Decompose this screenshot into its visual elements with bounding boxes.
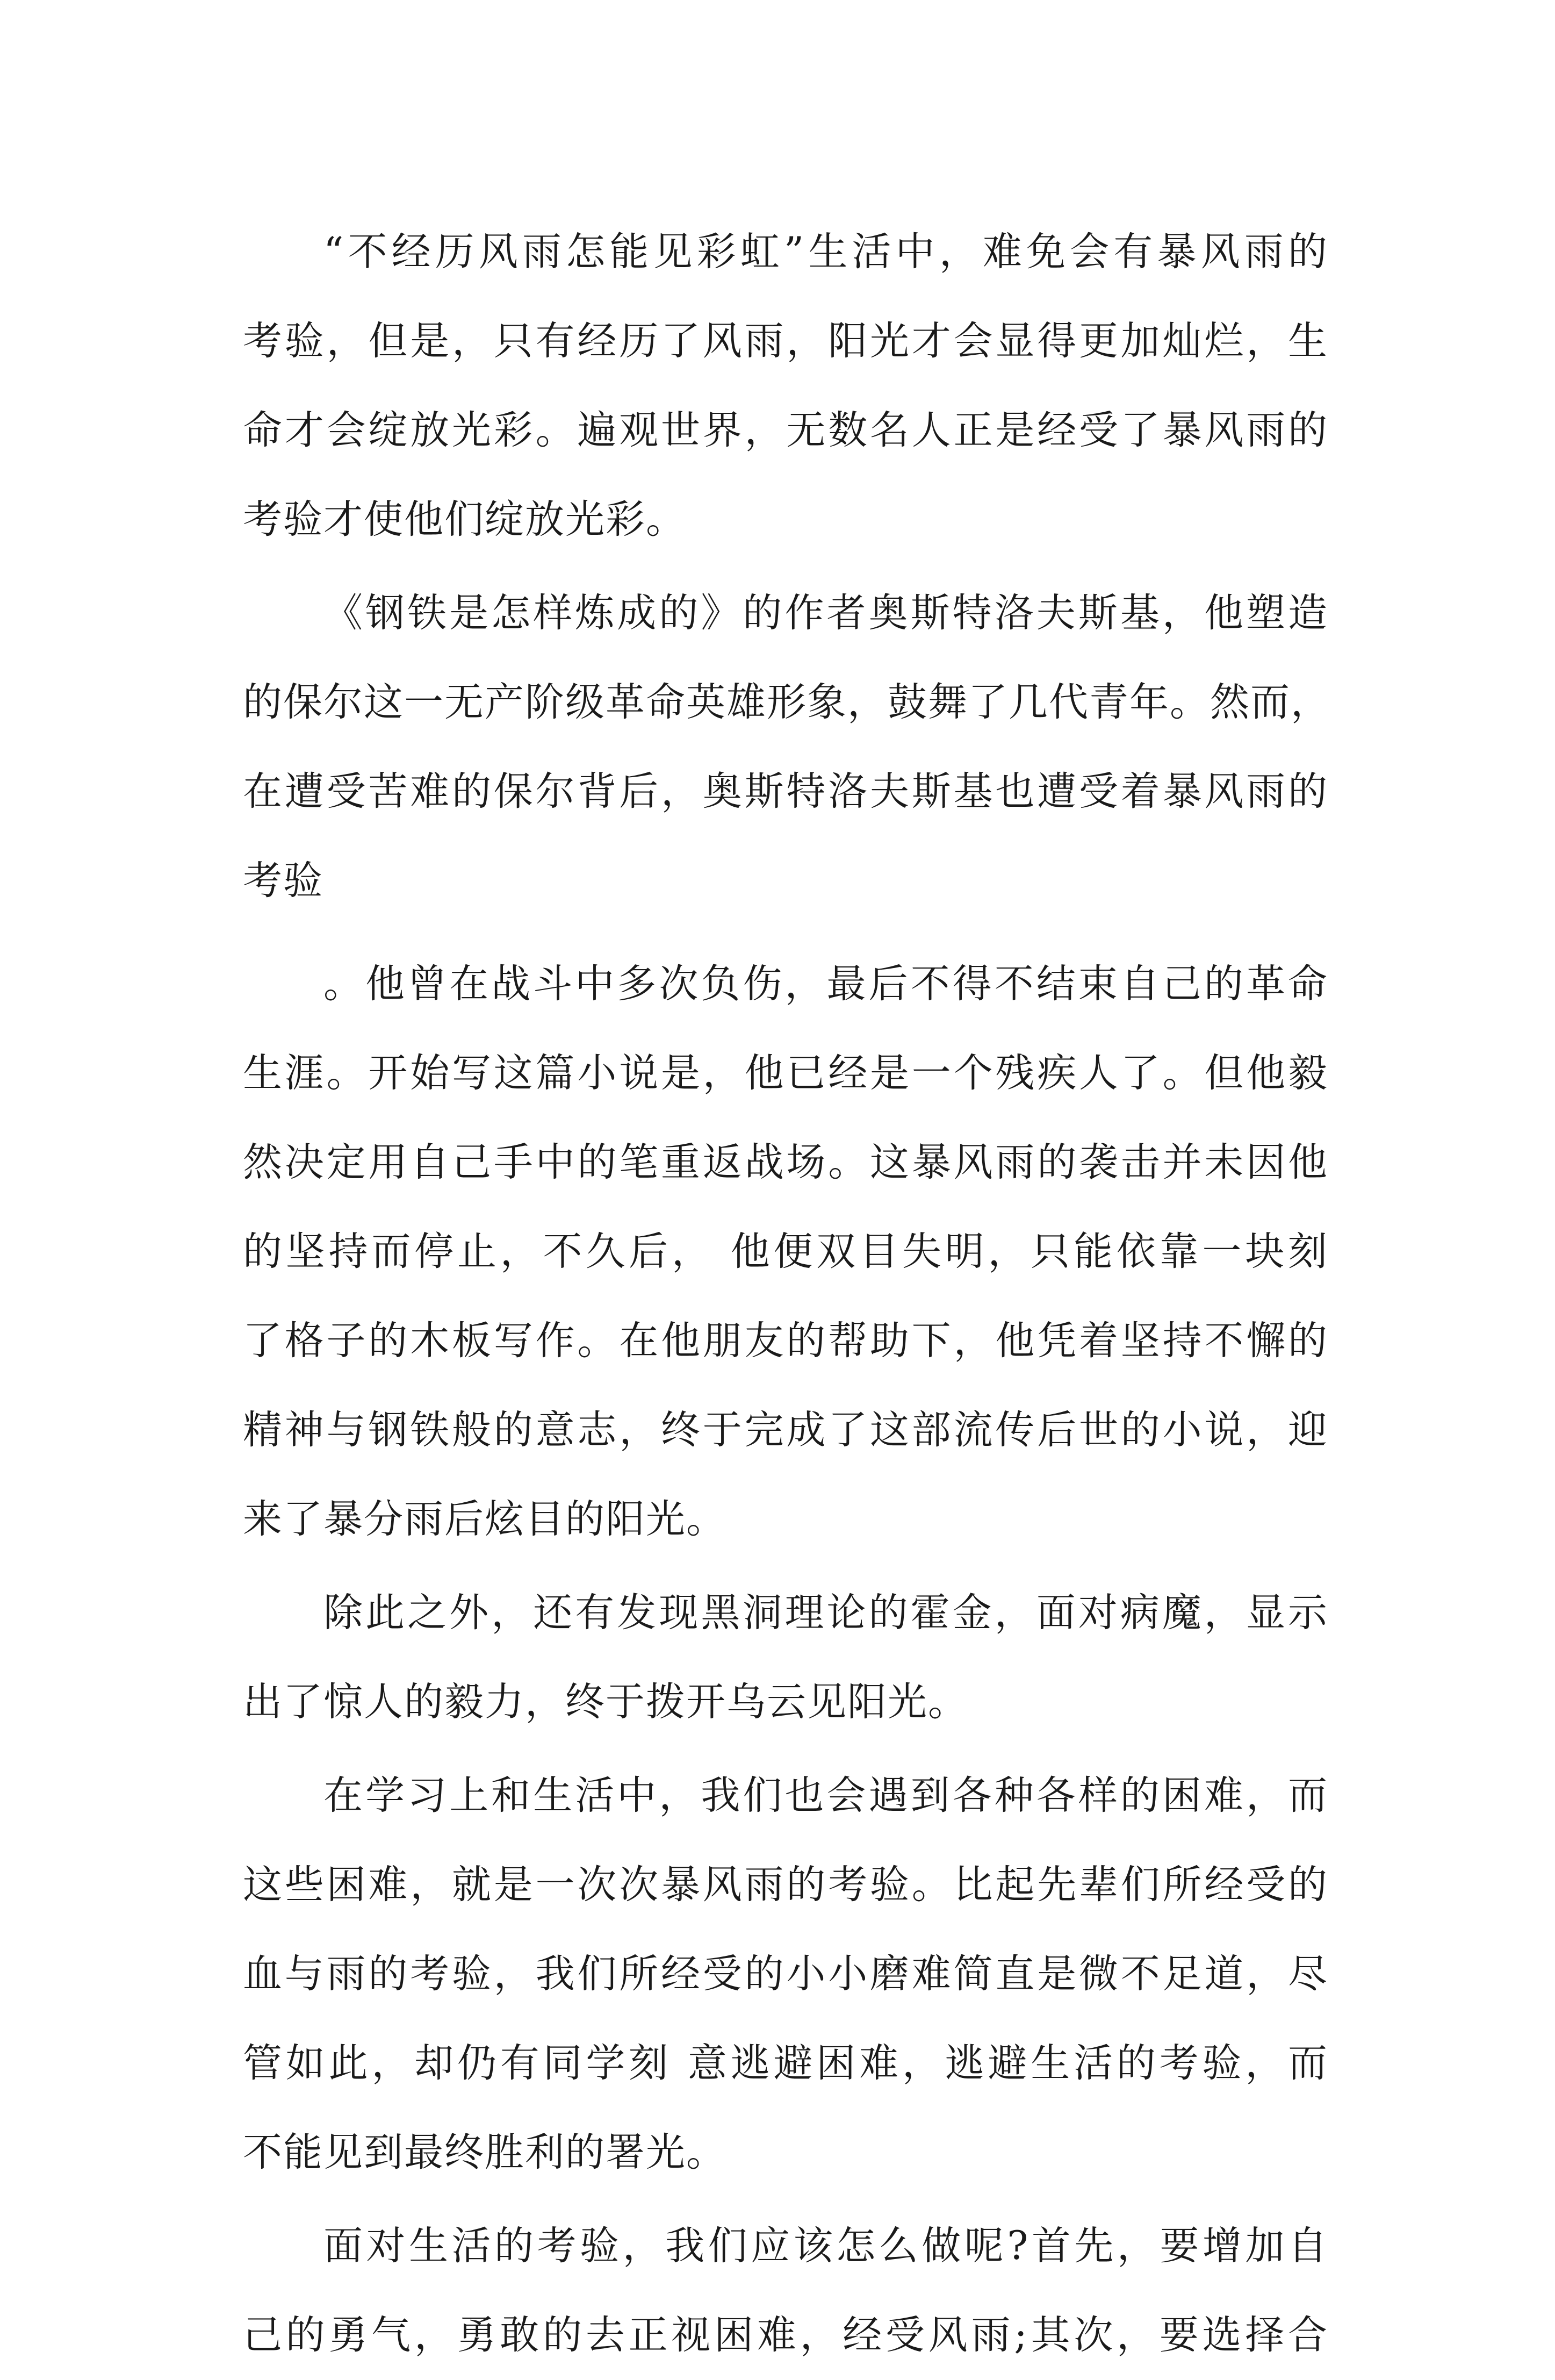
text-line: 面对生活的考验，我们应该怎么做呢?首先，要增加自 <box>323 2223 1328 2269</box>
text-line: 这些困难，就是一次次暴风雨的考验。比起先辈们所经受的 <box>243 1862 1328 1908</box>
text-line: 除此之外，还有发现黑洞理论的霍金，面对病魔，显示 <box>323 1590 1328 1636</box>
text-line: 精神与钢铁般的意志，终于完成了这部流传后世的小说，迎 <box>243 1407 1328 1453</box>
text-line: 考验 <box>243 858 323 904</box>
text-line: 考验，但是，只有经历了风雨，阳光才会显得更加灿烂，生 <box>243 318 1328 364</box>
text-line: 来了暴分雨后炫目的阳光。 <box>243 1496 726 1542</box>
text-line: 在学习上和生活中，我们也会遇到各种各样的困难，而 <box>323 1773 1328 1818</box>
text-line: “不经历风雨怎能见彩虹”生活中，难免会有暴风雨的 <box>323 229 1328 275</box>
text-line: 在遭受苦难的保尔背后，奥斯特洛夫斯基也遭受着暴风雨的 <box>243 769 1328 814</box>
text-line: 。他曾在战斗中多次负伤，最后不得不结束自己的革命 <box>323 961 1328 1007</box>
text-line: 命才会绽放光彩。遍观世界，无数名人正是经受了暴风雨的 <box>243 407 1328 453</box>
text-line: 的坚持而停止，不久后， 他便双目失明，只能依靠一块刻 <box>243 1229 1328 1274</box>
text-line: 的保尔这一无产阶级革命英雄形象，鼓舞了几代青年。然而， <box>243 679 1331 725</box>
text-line: 己的勇气，勇敢的去正视困难，经受风雨;其次，要选择合 <box>243 2312 1328 2358</box>
text-line: 不能见到最终胜利的署光。 <box>243 2130 726 2175</box>
text-line: 了格子的木板写作。在他朋友的帮助下，他凭着坚持不懈的 <box>243 1318 1328 1364</box>
text-line: 管如此，却仍有同学刻 意逃避困难，逃避生活的考验，而 <box>243 2040 1328 2086</box>
text-line: 《钢铁是怎样炼成的》的作者奥斯特洛夫斯基，他塑造 <box>323 590 1328 636</box>
text-line: 出了惊人的毅力，终于拨开乌云见阳光。 <box>243 1679 968 1725</box>
text-line: 血与雨的考验，我们所经受的小小磨难简直是微不足道，尽 <box>243 1951 1328 1997</box>
document-body <box>243 207 1331 2380</box>
text-line: 然决定用自己手中的笔重返战场。这暴风雨的袭击并未因他 <box>243 1139 1328 1185</box>
text-line: 考验才使他们绽放光彩。 <box>243 497 686 542</box>
text-line: 生涯。开始写这篇小说是，他已经是一个残疾人了。但他毅 <box>243 1050 1328 1096</box>
